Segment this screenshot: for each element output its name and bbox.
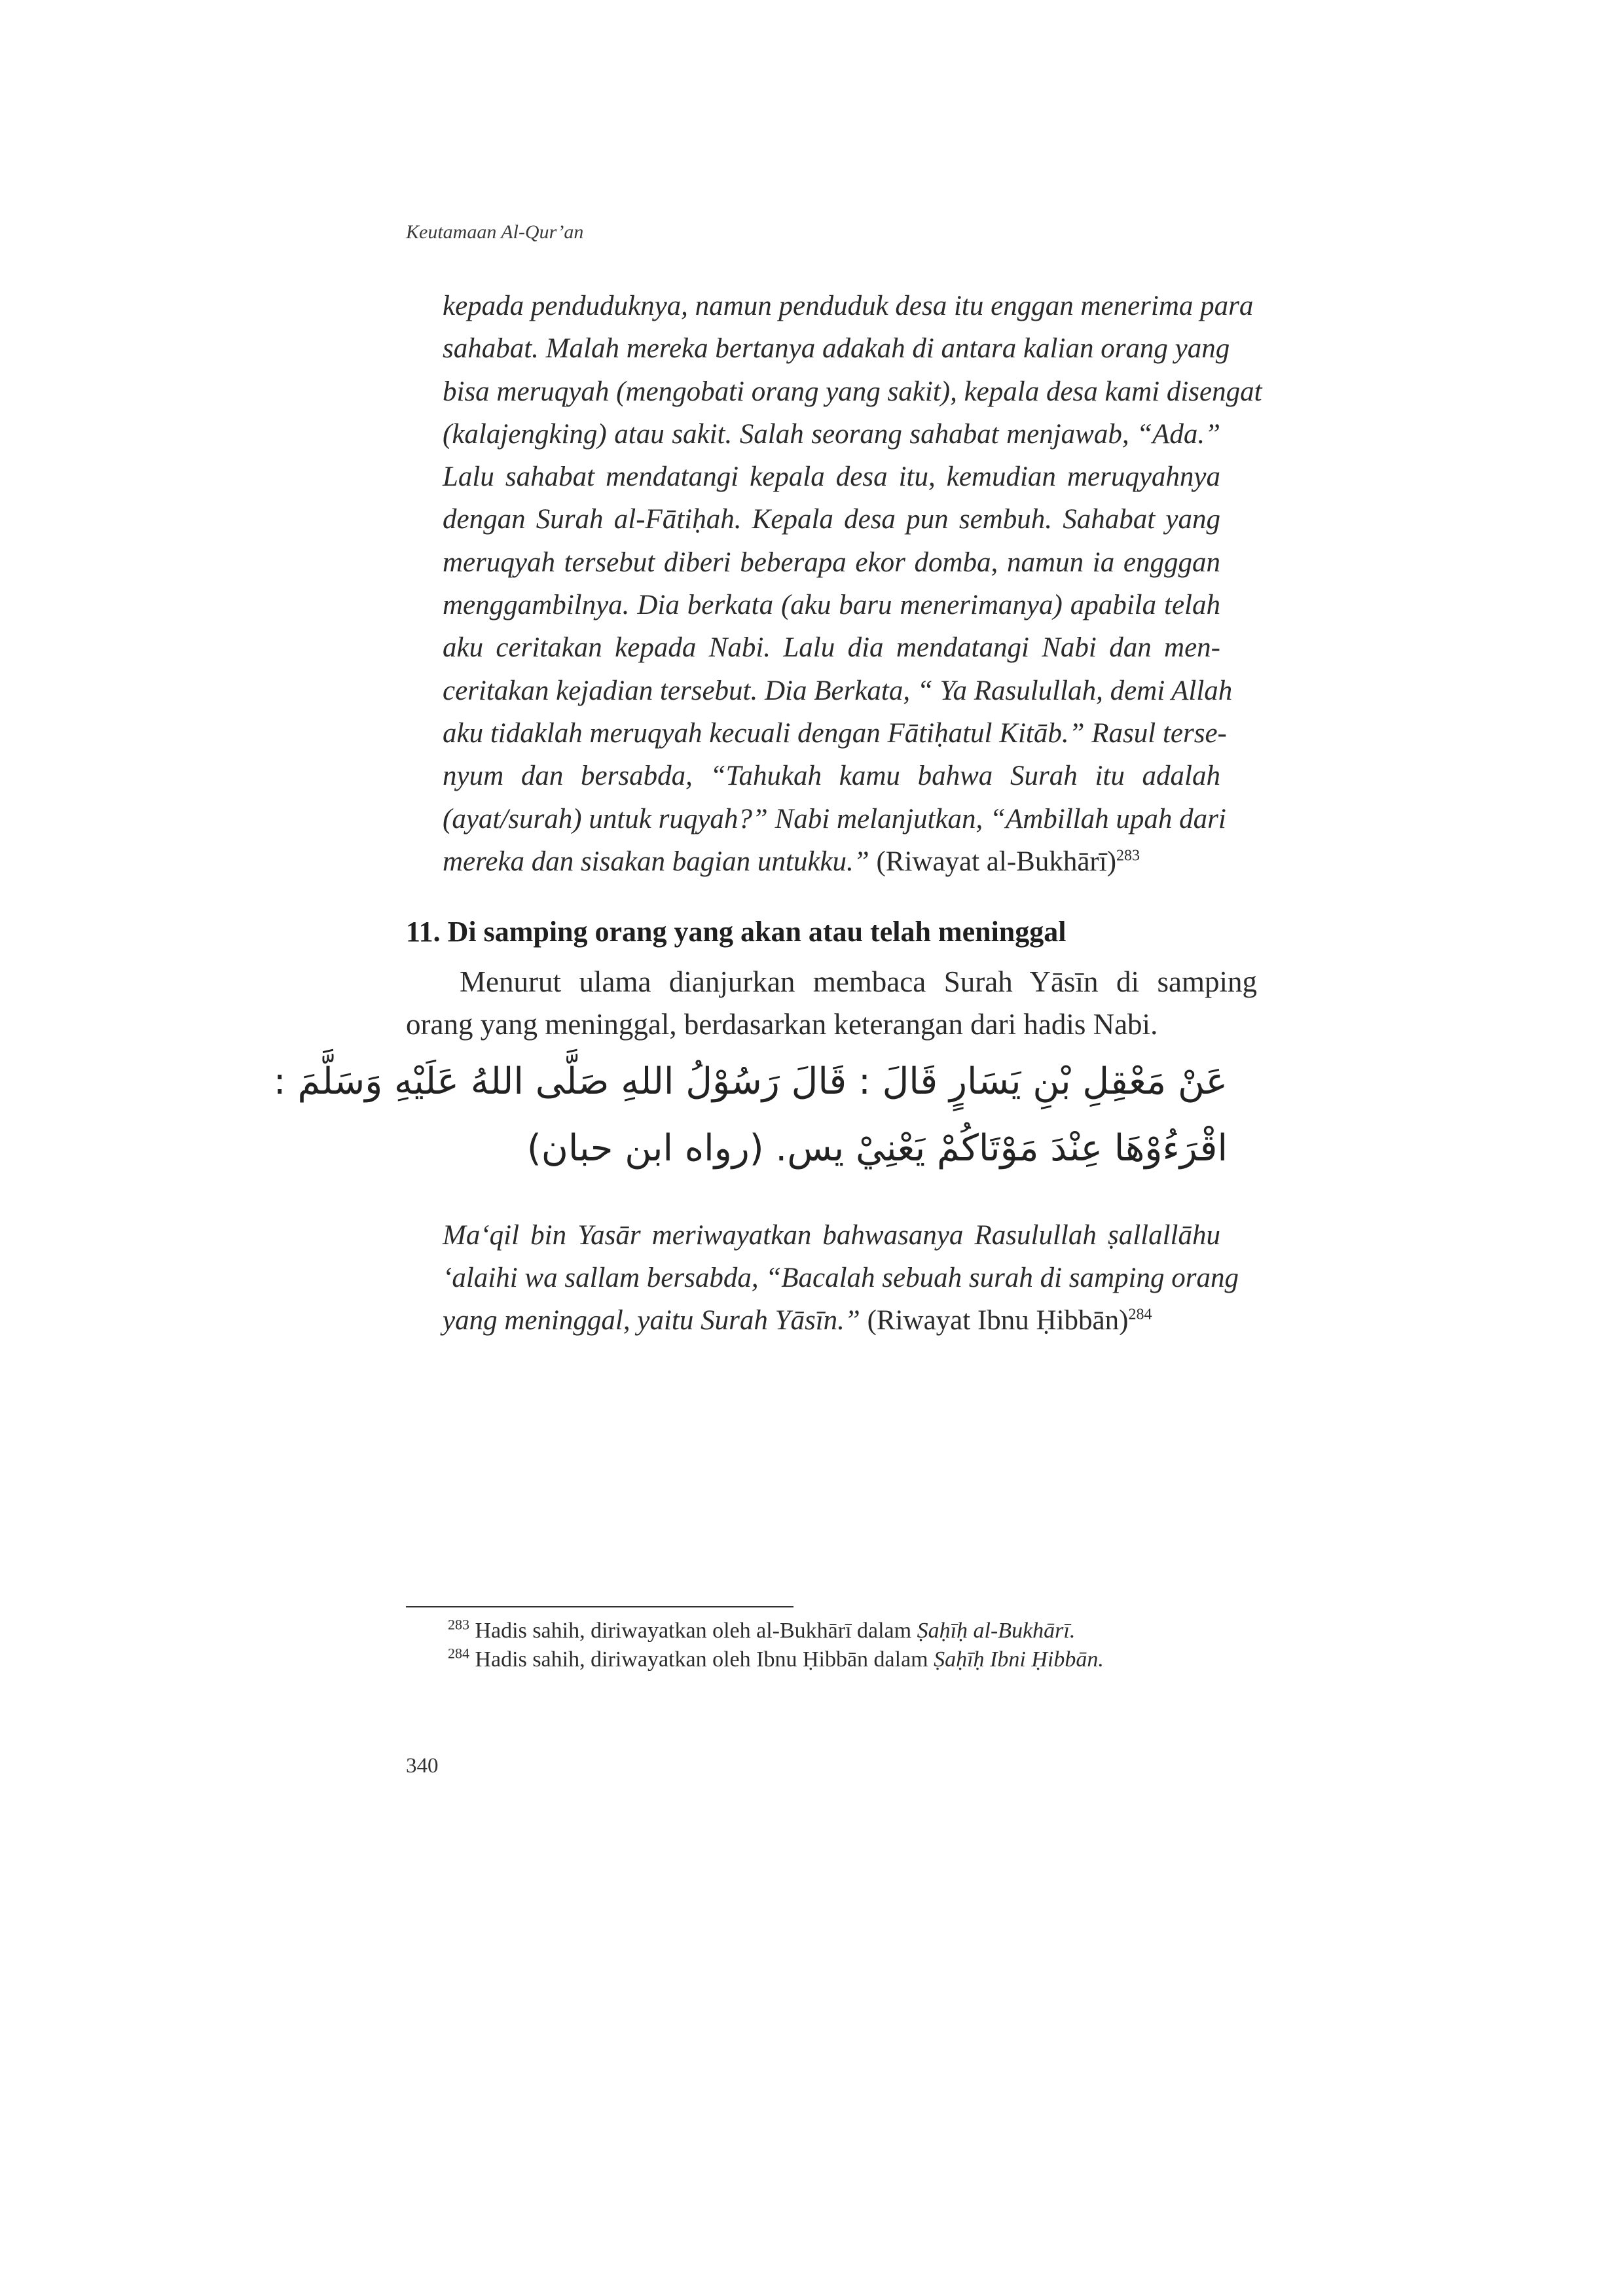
body-line: Menurut ulama dianjurkan membaca Surah Yāsīn di samping <box>460 965 1257 998</box>
footnote-ref: 283 <box>1116 847 1140 865</box>
section-heading: 11. Di samping orang yang akan atau telah meninggal <box>406 916 1067 948</box>
footnote-book-title: Ṣaḥīḥ Ibni Ḥibbān. <box>934 1647 1104 1672</box>
footnote <box>448 1617 1104 1645</box>
body-paragraph <box>406 961 1257 1046</box>
arabic-hadith-line: عَنْ مَعْقِلِ بْنِ يَسَارٍ قَالَ : قَالَ رَسُوْلُ اللهِ صَلَّى اللهُ عَلَيْهِ وَسَلَّمَ : <box>273 1060 1228 1103</box>
translation-source: (Riwayat Ibnu Ḥibbān) <box>867 1305 1129 1336</box>
quote-line: Lalu sahabat mendatangi kepala desa itu, kemudian meruqyahnya <box>443 461 1220 493</box>
footnote-book-title: Ṣaḥīḥ al-Bukhārī. <box>917 1619 1076 1643</box>
footnote-ref: 284 <box>1128 1306 1152 1323</box>
quote-last-line <box>443 840 1220 883</box>
quote-line: aku tidaklah meruqyah kecuali dengan Fātiḥatul Kitāb.” Rasul terse- <box>443 717 1227 749</box>
quote-line: (ayat/surah) untuk ruqyah?” Nabi melanjutkan, “Ambillah upah dari <box>443 803 1226 834</box>
footnote-number: 284 <box>448 1645 469 1662</box>
quote-line: menggambilnya. Dia berkata (aku baru menerimanya) apabila telah <box>443 590 1220 621</box>
hadith-quote-paragraph <box>443 285 1262 883</box>
translation-last-line <box>443 1299 1220 1342</box>
quote-line: nyum dan bersabda, “Tahukah kamu bahwa Surah itu adalah <box>443 761 1220 792</box>
footnotes <box>448 1617 1104 1674</box>
running-head: Keutamaan Al-Qur’an <box>406 221 584 243</box>
footnote-number: 283 <box>448 1616 469 1633</box>
footnote <box>448 1645 1104 1674</box>
quote-line: sahabat. Malah mereka bertanya adakah di antara kalian orang yang <box>443 333 1230 365</box>
arabic-hadith-line: اقْرَءُوْهَا عِنْدَ مَوْتَاكُمْ يَعْنِيْ يس. (رواه ابن حبان) <box>526 1127 1228 1170</box>
quote-last-text: mereka dan sisakan bagian untukku.” <box>443 846 869 877</box>
translation-line: Ma‘qil bin Yasār meriwayatkan bahwasanya Rasulullah ṣallallāhu <box>443 1220 1220 1251</box>
footnote-text: Hadis sahih, diriwayatkan oleh al-Bukhārī dalam <box>475 1619 912 1643</box>
quote-line: dengan Surah al-Fātiḥah. Kepala desa pun sembuh. Sahabat yang <box>443 504 1220 535</box>
quote-line: bisa meruqyah (mengobati orang yang sakit), kepala desa kami disengat <box>443 376 1262 407</box>
quote-line: meruqyah tersebut diberi beberapa ekor domba, namun ia engggan <box>443 547 1220 578</box>
page-number: 340 <box>406 1754 439 1778</box>
quote-line: (kalajengking) atau sakit. Salah seorang sahabat menjawab, “Ada.” <box>443 418 1220 450</box>
translation-last-text: yang meninggal, yaitu Surah Yāsīn.” <box>443 1305 860 1336</box>
footnote-divider <box>406 1606 793 1607</box>
quote-line: ceritakan kejadian tersebut. Dia Berkata, “ Ya Rasulullah, demi Allah <box>443 675 1233 706</box>
quote-line: aku ceritakan kepada Nabi. Lalu dia mendatangi Nabi dan men- <box>443 632 1220 664</box>
body-line: orang yang meninggal, berdasarkan keterangan dari hadis Nabi. <box>406 1008 1158 1041</box>
translation-paragraph <box>443 1214 1239 1342</box>
quote-source: (Riwayat al-Bukhārī) <box>876 846 1117 877</box>
translation-line: ‘alaihi wa sallam bersabda, “Bacalah sebuah surah di samping orang <box>443 1263 1239 1293</box>
quote-line: kepada penduduknya, namun penduduk desa itu enggan menerima para <box>443 291 1254 321</box>
footnote-text: Hadis sahih, diriwayatkan oleh Ibnu Ḥibbān dalam <box>475 1647 928 1672</box>
